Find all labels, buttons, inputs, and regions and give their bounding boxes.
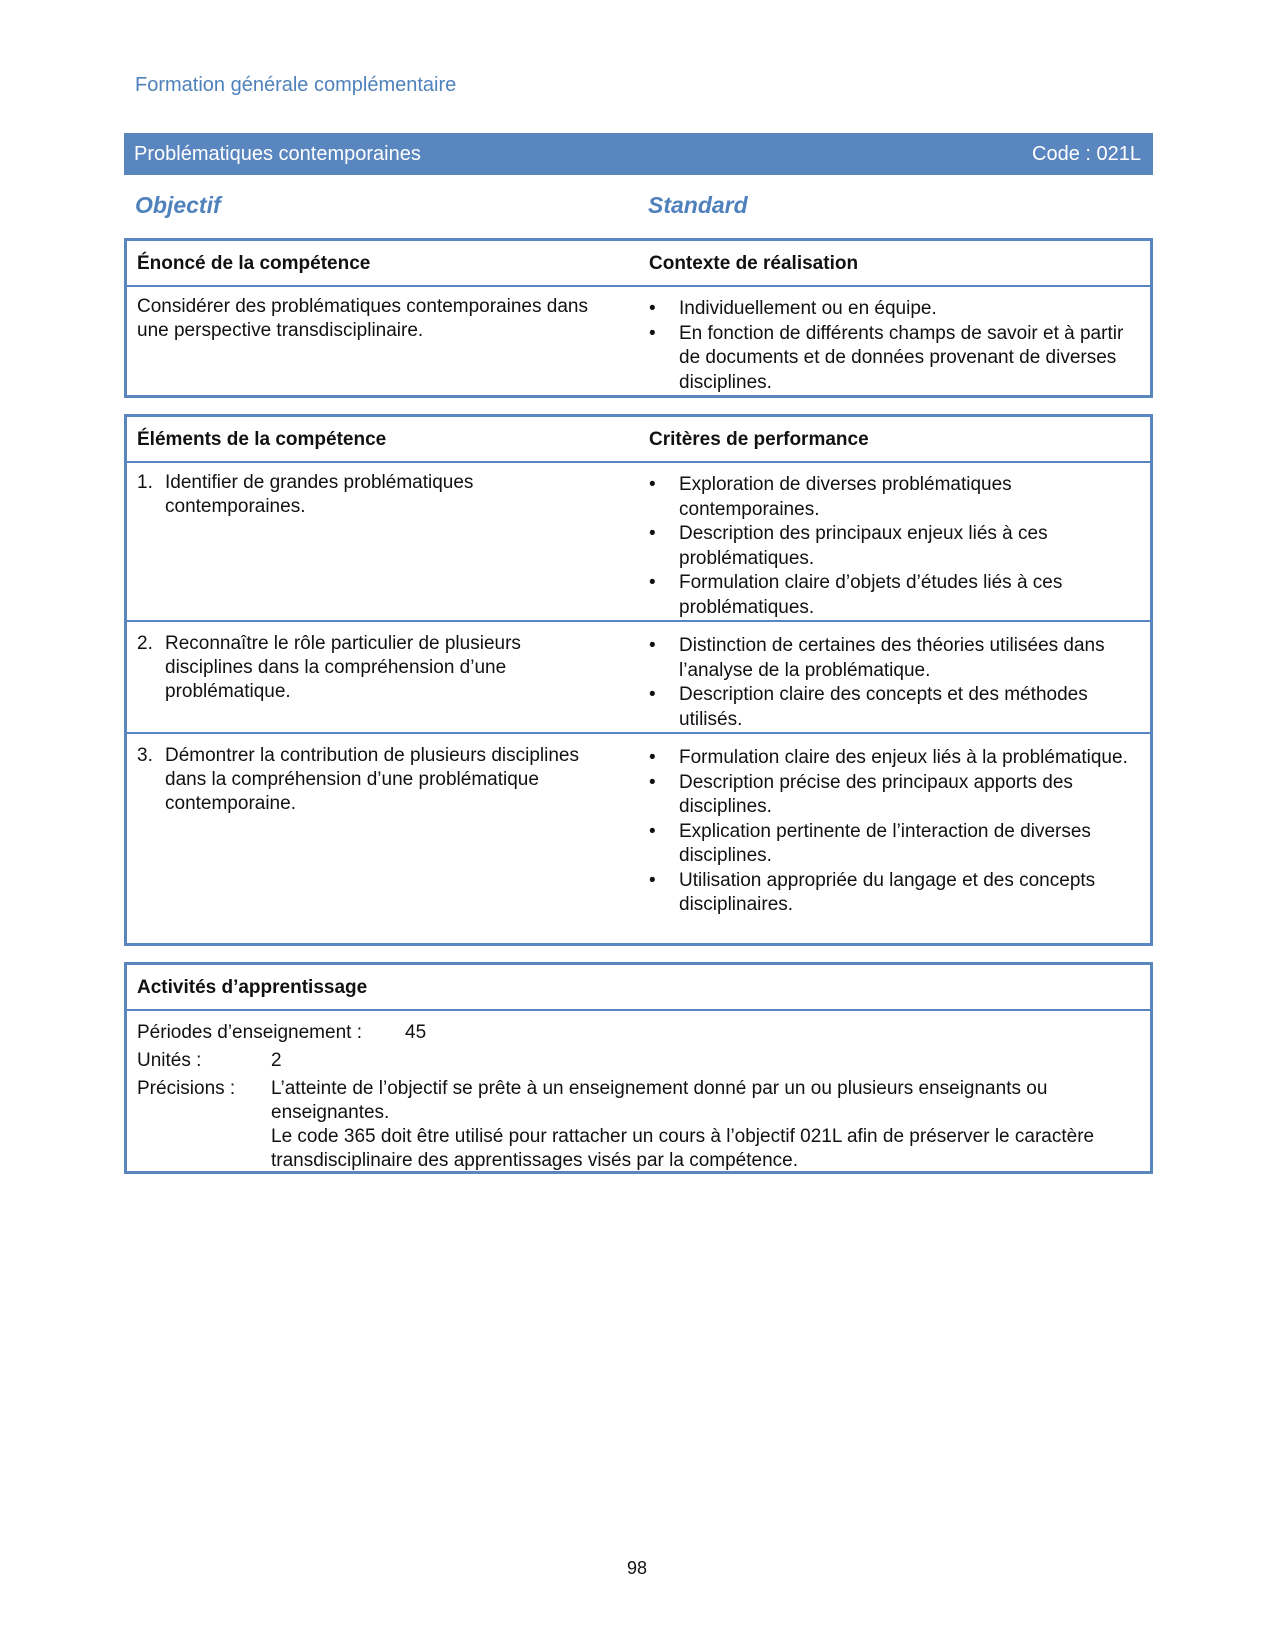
- criteria-item: • Formulation claire d’objets d’études liés à ces problématiques.: [649, 572, 1063, 618]
- competence-table: [124, 238, 1153, 398]
- bullet: •: [649, 322, 656, 344]
- bullet: •: [649, 820, 656, 842]
- statement-header: Énoncé de la compétence: [137, 253, 371, 274]
- bullet: •: [649, 572, 656, 593]
- criteria-item: • Exploration de diverses problématiques contemporaines.: [649, 474, 1012, 520]
- criteria-item: • Description précise des principaux apports des disciplines.: [649, 771, 1073, 817]
- course-title: Problématiques contemporaines: [134, 143, 421, 165]
- context-item: • En fonction de différents champs de savoir et à partir de documents et de données provenant de diverses disciplines.: [649, 322, 1124, 393]
- criteria-header: Critères de performance: [649, 429, 869, 450]
- bullet: •: [649, 747, 656, 768]
- context-list: [649, 297, 1139, 395]
- course-code: Code : 021L: [1032, 143, 1141, 165]
- elements-table: [124, 414, 1153, 946]
- section-objective: Objectif: [135, 192, 221, 218]
- criteria-item: • Formulation claire des enjeux liés à la problématique.: [649, 746, 1139, 771]
- criteria-list: [649, 746, 1139, 918]
- section-standard: Standard: [648, 192, 748, 218]
- element-item: 3. Démontrer la contribution de plusieurs disciplines dans la compréhension d’une problématique contemporaine.: [137, 745, 579, 814]
- criteria-item: • Explication pertinente de l’interaction de diverses disciplines.: [649, 820, 1091, 866]
- competence-statement: Considérer des problématiques contemporaines dans une perspective transdisciplinaire.: [137, 296, 588, 341]
- bullet: •: [649, 684, 656, 705]
- page-number: 98: [627, 1558, 648, 1578]
- periods-label: Périodes d’enseignement :: [137, 1022, 362, 1043]
- element-item: 1. Identifier de grandes problématiques contemporaines.: [137, 472, 474, 517]
- criteria-item: • Description des principaux enjeux liés à ces problématiques.: [649, 523, 1048, 569]
- periods-value: 45: [405, 1022, 427, 1043]
- criteria-item: • Distinction de certaines des théories utilisées dans l’analyse de la problématique.: [649, 635, 1105, 681]
- bullet: •: [649, 298, 656, 319]
- program-header: Formation générale complémentaire: [135, 74, 457, 96]
- bullet: •: [649, 635, 656, 656]
- learning-activities-table: [124, 962, 1153, 1174]
- units-value: 2: [271, 1050, 282, 1071]
- precision-item: Le code 365 doit être utilisé pour rattacher un cours à l’objectif 021L afin de préserver le caractère transdisciplinaire des apprentissages visés par la compétence.: [271, 1126, 1095, 1171]
- context-header: Contexte de réalisation: [649, 253, 859, 274]
- precision-item: L’atteinte de l’objectif se prête à un enseignement donné par un ou plusieurs enseignants ou enseignantes.: [271, 1078, 1048, 1123]
- bullet: •: [649, 523, 656, 544]
- element-item: 2. Reconnaître le rôle particulier de plusieurs disciplines dans la compréhension d’une problématique.: [137, 633, 521, 702]
- criteria-item: • Utilisation appropriée du langage et des concepts disciplinaires.: [649, 869, 1096, 915]
- context-item: • Individuellement ou en équipe.: [649, 297, 1139, 322]
- precisions-label: Précisions :: [137, 1078, 236, 1099]
- criteria-list: [649, 473, 1139, 620]
- title-bar: [124, 133, 1153, 175]
- elements-header: Éléments de la compétence: [137, 429, 387, 450]
- units-label: Unités :: [137, 1050, 202, 1071]
- precisions-text: [271, 1077, 1141, 1173]
- criteria-item: • Description claire des concepts et des méthodes utilisés.: [649, 684, 1088, 730]
- bullet: •: [649, 474, 656, 495]
- bullet: •: [649, 771, 656, 793]
- criteria-list: [649, 634, 1139, 732]
- bullet: •: [649, 869, 656, 891]
- learning-header: Activités d’apprentissage: [137, 977, 368, 998]
- precisions-row: [137, 1077, 1142, 1173]
